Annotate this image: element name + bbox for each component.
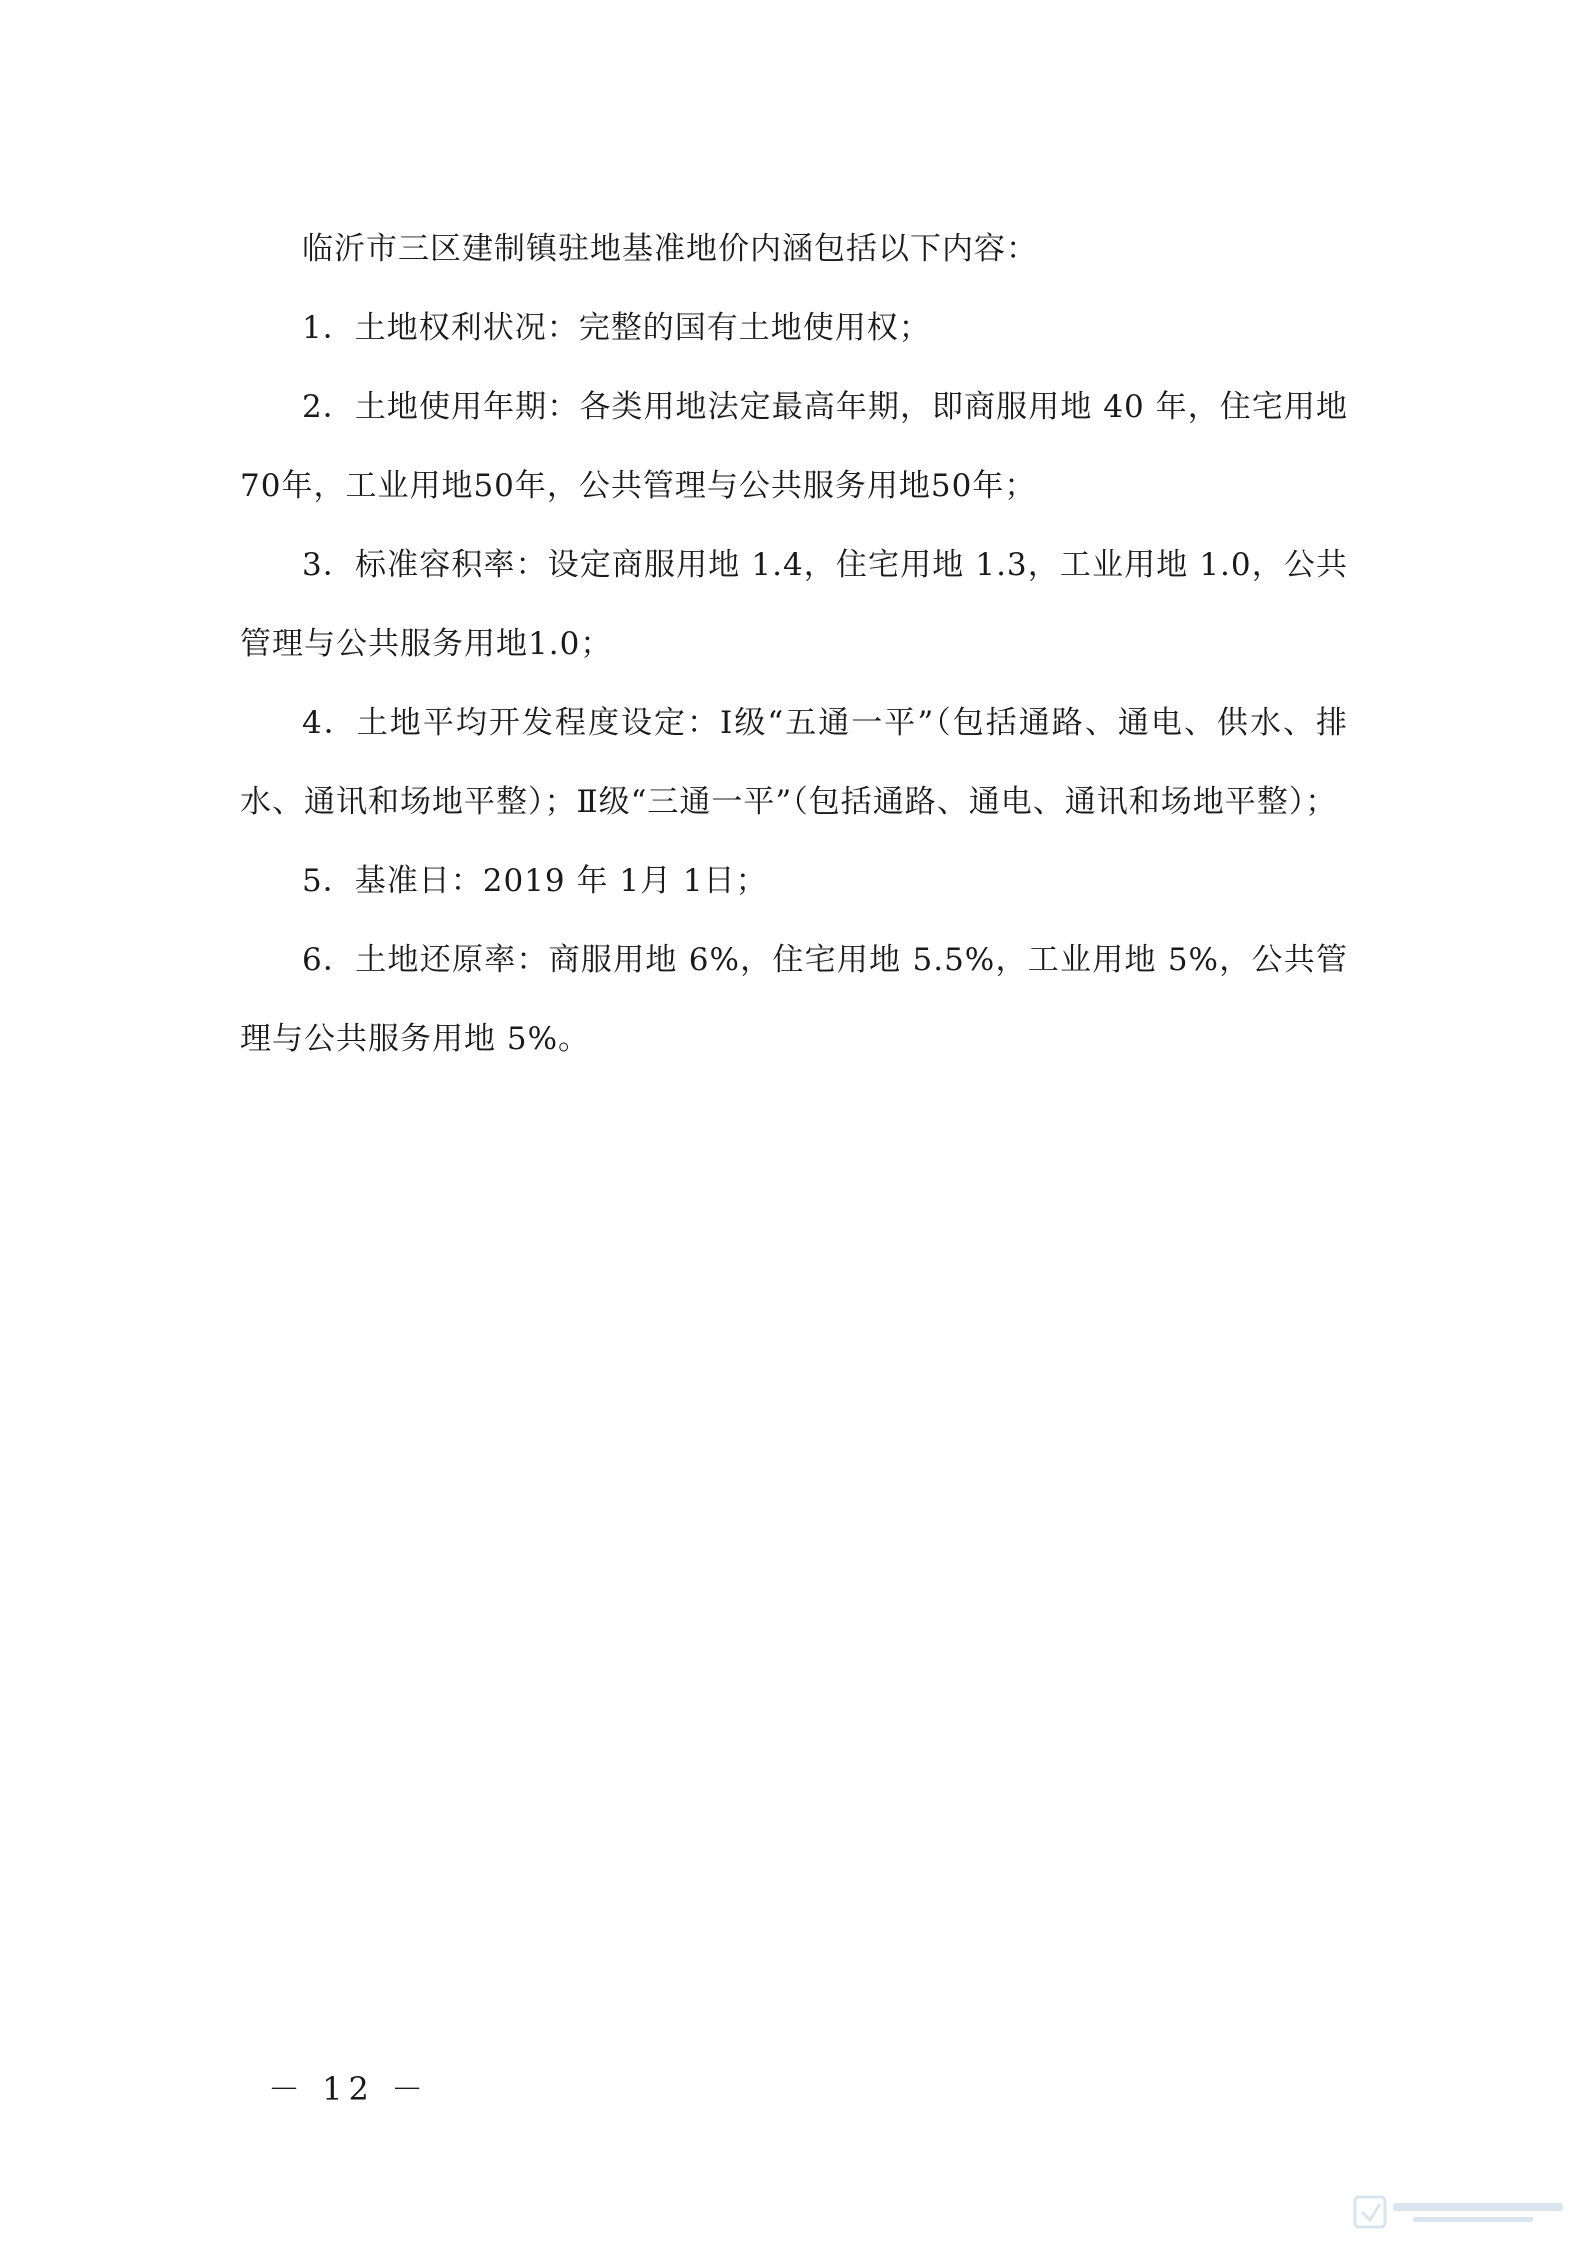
- item-land-use-term: 2．土地使用年期：各类用地法定最高年期，即商服用地 40 年，住宅用地70年，工业用地50年，公共管理与公共服务用地50年；: [240, 389, 1348, 504]
- item-land-rights: 1．土地权利状况：完整的国有土地使用权；: [302, 310, 931, 346]
- item-floor-area-ratio: 3．标准容积率：设定商服用地 1.4，住宅用地 1.3，工业用地 1.0，公共管理与公共服务用地1.0；: [240, 547, 1348, 662]
- watermark-logo-icon: [1353, 2191, 1573, 2233]
- item-capitalization-rate: 6．土地还原率：商服用地 6%，住宅用地 5.5%，工业用地 5%，公共管理与公共服务用地 5%。: [240, 942, 1348, 1057]
- page-number: － 12 －: [268, 2070, 430, 2108]
- intro-paragraph: 临沂市三区建制镇驻地基准地价内涵包括以下内容：: [302, 231, 1038, 267]
- document-body: [240, 210, 1348, 1079]
- item-development-level: 4．土地平均开发程度设定：Ⅰ级“五通一平”（包括通路、通电、供水、排水、通讯和场地平整）；Ⅱ级“三通一平”（包括通路、通电、通讯和场地平整）；: [240, 705, 1348, 820]
- item-base-date: 5．基准日：2019 年 1月 1日；: [302, 863, 768, 899]
